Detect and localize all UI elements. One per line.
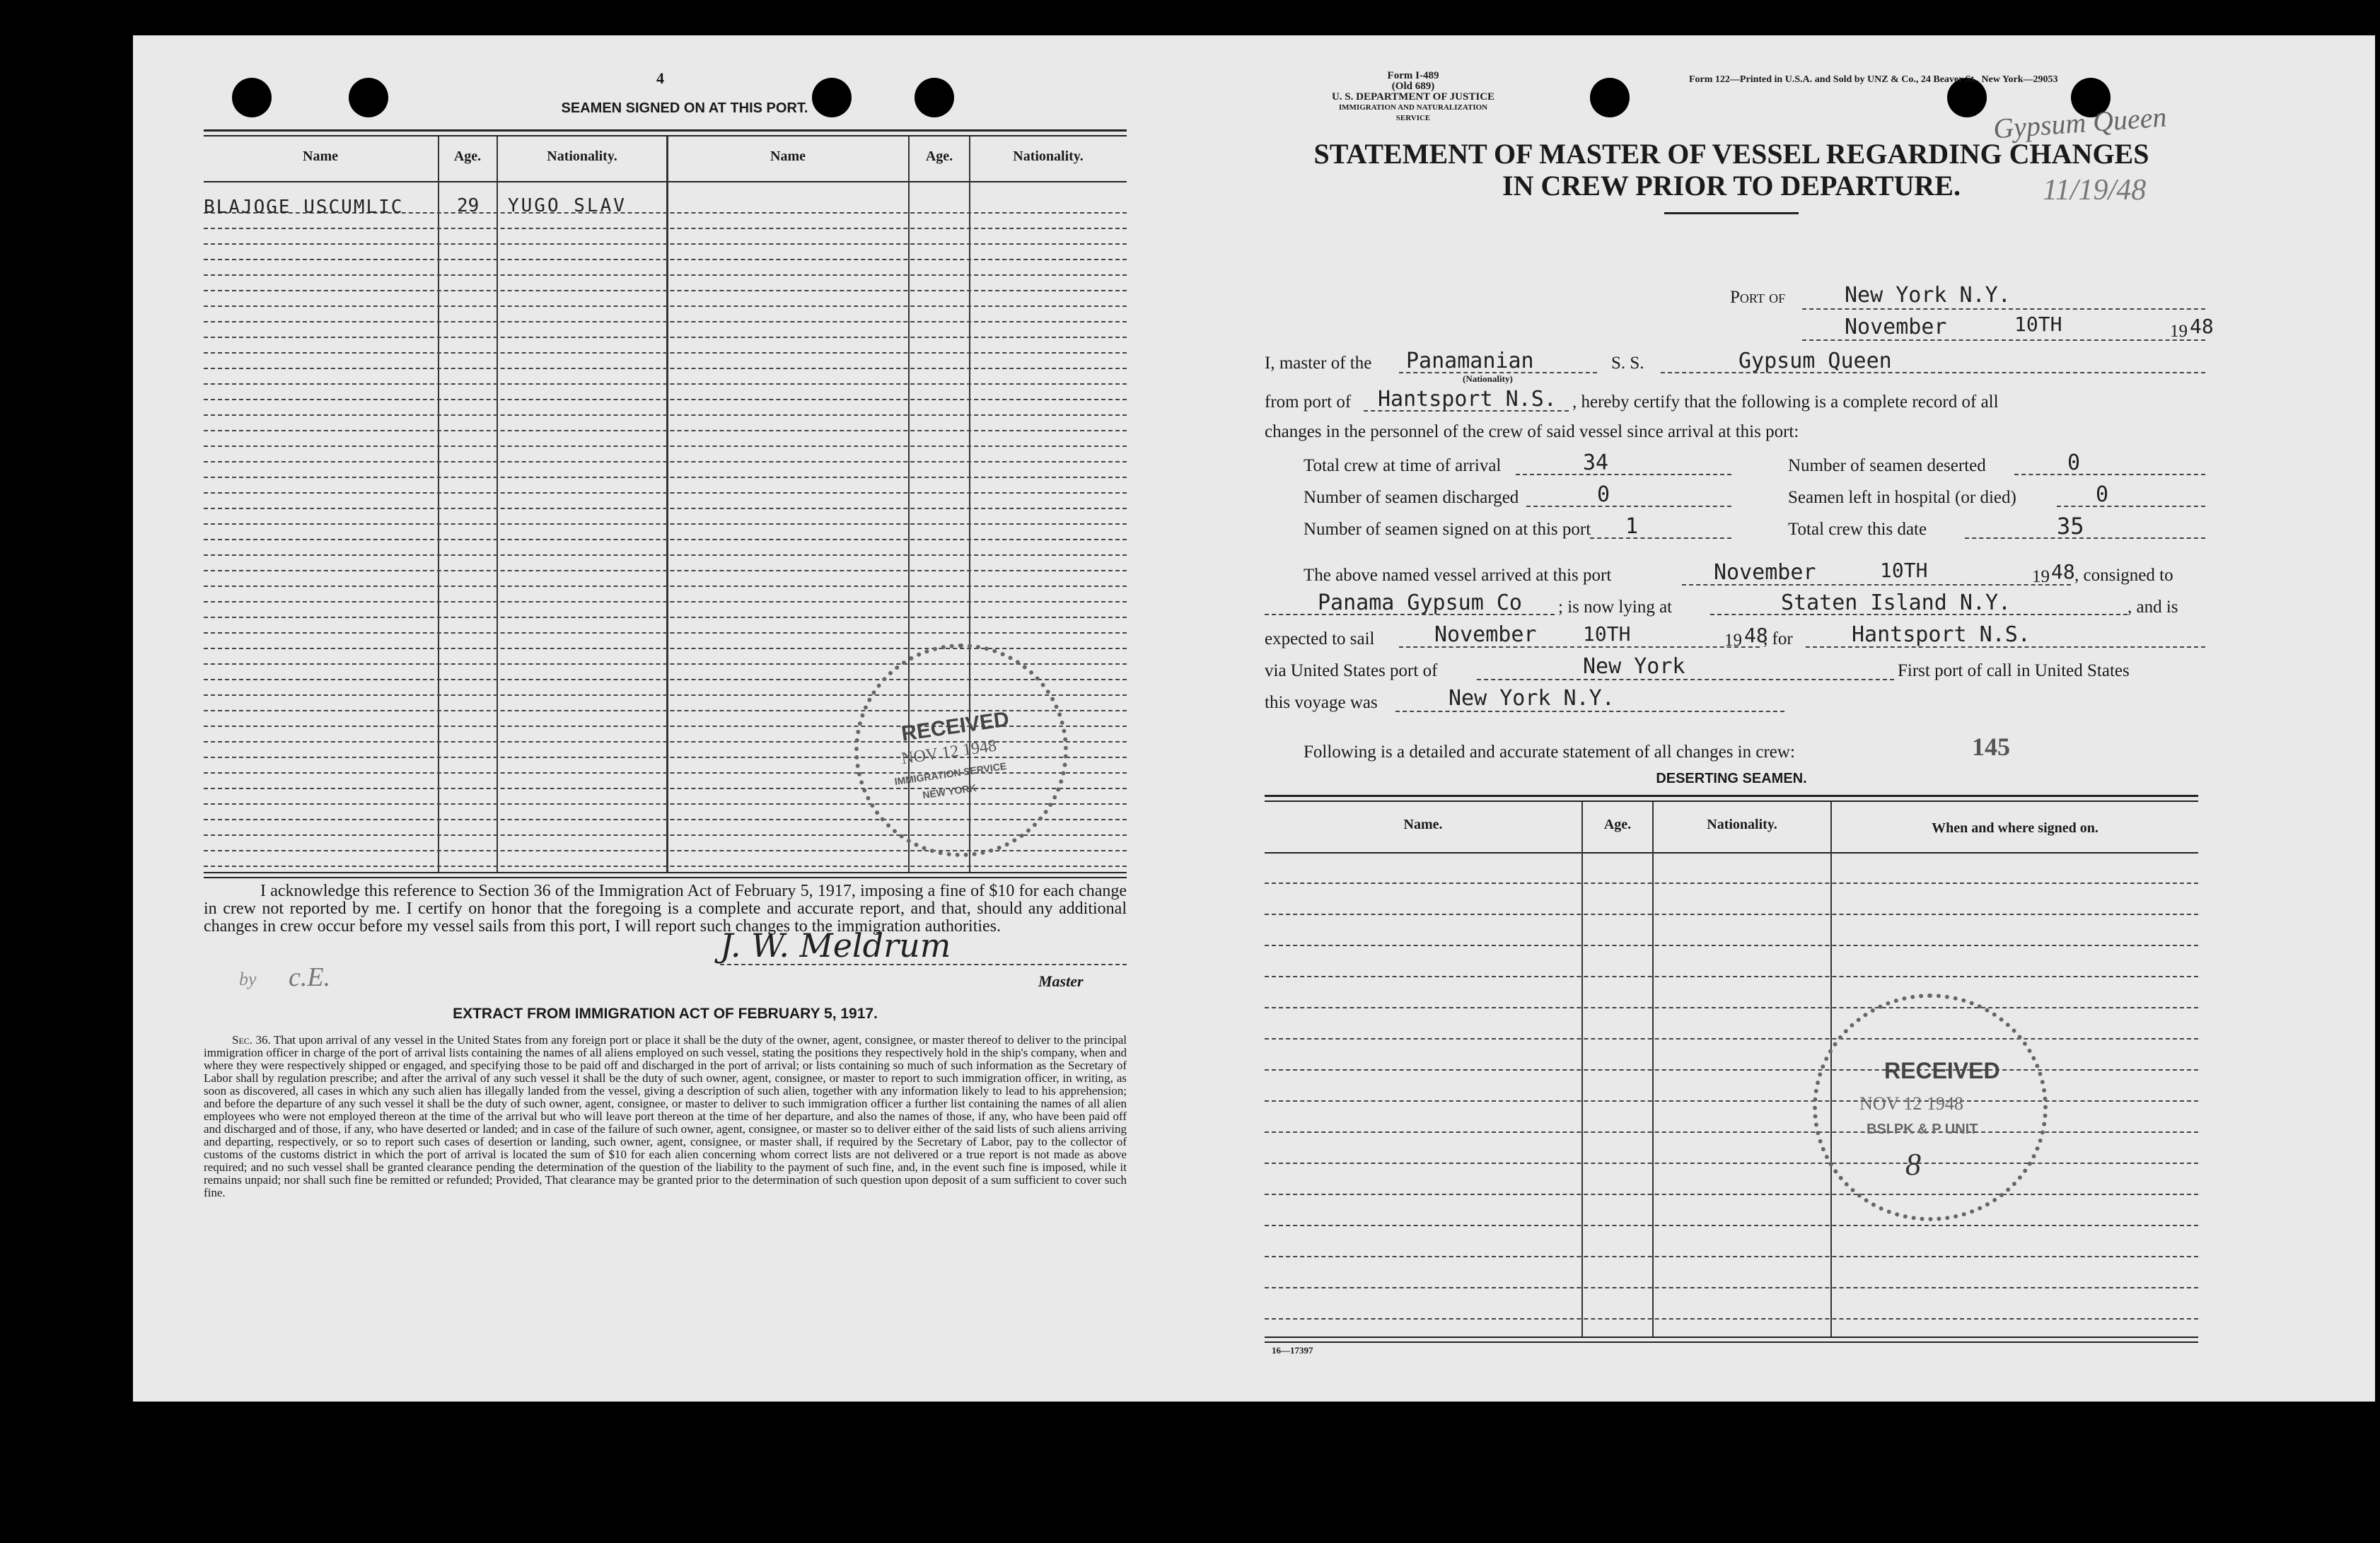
table-row-line <box>204 632 1127 634</box>
arrived-month: November <box>1714 560 1816 585</box>
date-line <box>1802 339 2205 341</box>
arrived-year-prefix: 19 <box>2032 567 2050 586</box>
port-line <box>1802 308 2205 310</box>
punch-hole <box>915 78 954 117</box>
stamp-number: 145 <box>1972 733 2010 761</box>
table-row-line <box>204 617 1127 618</box>
consignee-value: Panama Gypsum Co <box>1318 590 1522 615</box>
table-row-line <box>204 259 1127 260</box>
certify-text: , hereby certify that the following is a complete record of all <box>1572 392 1999 412</box>
expected-month: November <box>1434 622 1537 647</box>
for-value: Hantsport N.S. <box>1852 622 2031 647</box>
signed-on-line <box>1590 537 1731 539</box>
table-row-line <box>1265 1100 2198 1102</box>
table-row-line <box>204 383 1127 385</box>
table-row-line <box>204 866 1127 867</box>
ship-name-line <box>1661 372 2205 373</box>
this-voyage-line <box>1395 711 1784 712</box>
extract-text: Sec. 36. That upon arrival of any vessel in the United States from any foreign port or place it shall be the duty of the owner, agent, consignee, or master thereof to deliver to the principal immigration officer in charge of the port of arrival lists containing the names of all aliens employed on such vessel, stating the positions they respectively hold in the ship's company, when and where they were respectively shipped or engaged, and specifying those to be paid off and discharged in the port of arrival; or lists containing so much of such information as the Secretary of Labor shall by regulation prescribe; and after the arrival of any such vessel it shall be the duty of such owner, agent, consignee, or master to report to such immigration officer, in writing, as soon as discovered, all cases in which any such alien has illegally landed from the vessel, giving a description of such alien, together with any information likely to lead to his apprehension; and before the departure of any such vessel it shall be the duty of such owner, agent, consignee, or master to deliver to such immigration officer a further list containing the names of all alien employees who were not employed thereon at the time of the arrival but who will leave port thereon at the time of her departure, and also the names of those, if any, who have been paid off and discharged and of those, if any, who have deserted or landed; and in case of the failure of such owner, agent, consignee, or master so to deliver either of the said lists of such aliens arriving and departing, respectively, or so to report such cases of desertion or landing, such owner, agent, consignee, or master shall, if required by the Secretary of Labor, pay to the collector of customs of the customs district in which the port of arrival is located the sum of $10 for each alien concerning whom correct lists are not delivered or a true report is not made as above required; and no such vessel shall be granted clearance pending the determination of the question of the liability to the payment of such fine, and, in the event such fine is imposed, while it remains unpaid; nor shall such fine be remitted or refunded; Provided, That clearance may be granted prior to the determination of such question upon deposit of a sum sufficient to cover such fine. <box>204 1033 1127 1199</box>
table-row-line <box>204 337 1127 338</box>
hospital-value: 0 <box>2096 482 2109 507</box>
column-divider <box>497 136 498 872</box>
form-title: STATEMENT OF MASTER OF VESSEL REGARDING CHANGES IN CREW PRIOR TO DEPARTURE. <box>1313 138 2149 202</box>
following-label: Following is a detailed and accurate statement of all changes in crew: <box>1304 743 1795 762</box>
via-line <box>1477 679 1894 680</box>
total-crew-arrival-value: 34 <box>1583 450 1609 475</box>
first-call-label: First port of call in United States <box>1898 661 2130 680</box>
from-port-line <box>1364 410 1569 412</box>
col-age-header-2: Age. <box>925 149 953 164</box>
deserted-value: 0 <box>2067 450 2081 475</box>
date-year-prefix: 19 <box>2170 322 2188 341</box>
table-row-line <box>204 554 1127 556</box>
for-label: , for <box>1763 629 1793 648</box>
ship-name-value: Gypsum Queen <box>1738 349 1892 373</box>
col-nationality-header-2: Nationality. <box>1013 149 1084 164</box>
table-row-line <box>1265 1131 2198 1133</box>
desert-table-bottom <box>1265 1337 2198 1338</box>
table-row-line <box>204 539 1127 540</box>
table-row-line <box>204 368 1127 369</box>
table-row-line <box>204 274 1127 276</box>
col-age-header: Age. <box>453 149 482 164</box>
table-row-line <box>1265 1069 2198 1071</box>
col-nationality-header: Nationality. <box>547 149 617 164</box>
for-line <box>1806 646 2205 648</box>
lying-value: Staten Island N.Y. <box>1781 590 2012 615</box>
table-row-line <box>1265 1007 2198 1008</box>
via-value: New York <box>1583 654 1685 679</box>
desert-header-rule <box>1265 852 2198 854</box>
total-crew-arrival-label: Total crew at time of arrival <box>1304 456 1502 475</box>
table-row-line <box>204 492 1127 494</box>
lying-label: ; is now lying at <box>1558 598 1673 617</box>
table-row-line <box>1265 1287 2198 1288</box>
table-row-line <box>204 399 1127 400</box>
from-port-label: from port of <box>1265 392 1352 412</box>
consignee-line <box>1265 614 1555 615</box>
arrived-day: 10TH <box>1880 559 1928 582</box>
table-row-line <box>1265 1038 2198 1040</box>
signed-on-label: Number of seamen signed on at this port <box>1304 520 1591 539</box>
title-underline <box>1664 212 1799 214</box>
total-crew-date-value: 35 <box>2057 513 2084 540</box>
table-row-line <box>204 508 1127 509</box>
handwritten-date: 11/19/48 <box>2043 174 2147 206</box>
seaman-age: 29 <box>457 195 480 216</box>
arrived-year: 48 <box>2051 560 2075 583</box>
consigned-label: , consigned to <box>2074 566 2173 585</box>
hospital-line <box>2057 506 2205 507</box>
port-value: New York N.Y. <box>1845 283 2011 308</box>
acknowledgement-text: I acknowledge this reference to Section 36 of the Immigration Act of February 5, 1917, imposing a fine of $10 for each change in crew not reported by me. I certify on honor that the foregoing is a complete and accurate report, and that, should any additional changes in crew occur before my vessel sails from this port, I will report such changes to the immigration authorities. <box>204 882 1127 936</box>
table-row-line <box>1265 883 2198 884</box>
table-row-line <box>1265 1163 2198 1164</box>
ss-label: S. S. <box>1611 354 1644 373</box>
nationality-caption: (Nationality) <box>1463 373 1513 384</box>
handwritten-ship-name: Gypsum Queen <box>1992 100 2168 145</box>
initials: by <box>239 969 257 989</box>
seamen-signed-heading: SEAMEN SIGNED ON AT THIS PORT. <box>561 100 808 116</box>
table-row-line <box>204 243 1127 245</box>
table-row-line <box>1265 976 2198 977</box>
seaman-nationality: YUGO SLAV <box>508 195 627 216</box>
column-divider <box>438 136 439 872</box>
table-row-line <box>204 586 1127 587</box>
desert-col-signed-on: When and where signed on. <box>1932 820 2099 836</box>
deserted-line <box>2014 474 2205 475</box>
table-top-rule <box>204 135 1127 136</box>
document-paper <box>133 35 2375 1402</box>
signed-on-value: 1 <box>1625 514 1639 539</box>
table-row-line <box>1265 1194 2198 1195</box>
master-of-label: I, master of the <box>1265 354 1372 373</box>
changes-text: changes in the personnel of the crew of said vessel since arrival at this port: <box>1265 422 1799 441</box>
master-label: Master <box>1038 972 1084 990</box>
desert-col-nationality: Nationality. <box>1707 817 1777 832</box>
expected-day: 10TH <box>1583 622 1631 646</box>
desert-table-top <box>1265 800 2198 802</box>
hospital-label: Seamen left in hospital (or died) <box>1788 488 2016 507</box>
form-code: 16—17397 <box>1272 1345 1313 1356</box>
table-row-line <box>1265 1225 2198 1226</box>
punch-hole <box>232 78 272 117</box>
table-row-line <box>204 290 1127 291</box>
column-divider <box>666 136 668 872</box>
arrived-label: The above named vessel arrived at this port <box>1304 566 1612 585</box>
date-day: 10TH <box>2014 313 2062 336</box>
desert-col-name: Name. <box>1403 817 1443 832</box>
form-header: Form I-489 (Old 689) U. S. DEPARTMENT OF JUSTICE IMMIGRATION AND NATURALIZATION SERVICE <box>1331 70 1495 122</box>
initials-mark: c.E. <box>289 962 331 992</box>
this-voyage-value: New York N.Y. <box>1449 686 1615 711</box>
extract-heading: EXTRACT FROM IMMIGRATION ACT OF FEBRUARY 5, 1917. <box>453 1006 878 1022</box>
expected-line <box>1399 646 1760 648</box>
table-row-line <box>204 477 1127 478</box>
table-bottom-rule <box>204 877 1127 878</box>
this-voyage-label: this voyage was <box>1265 693 1378 712</box>
nationality-value: Panamanian <box>1406 349 1534 373</box>
table-header-rule <box>204 181 1127 182</box>
date-year: 48 <box>2190 315 2214 338</box>
table-row-line <box>204 570 1127 571</box>
table-row-line <box>204 461 1127 462</box>
deserted-label: Number of seamen deserted <box>1788 456 1986 475</box>
table-row-line <box>1265 945 2198 946</box>
and-is-label: , and is <box>2128 598 2178 617</box>
table-row-line <box>204 414 1127 416</box>
table-row-line <box>1265 1318 2198 1320</box>
signature-line <box>720 964 1127 965</box>
table-row-line <box>204 601 1127 602</box>
table-bottom-rule <box>204 872 1127 873</box>
table-row-line <box>204 430 1127 431</box>
punch-hole <box>1590 78 1630 117</box>
total-crew-arrival-line <box>1516 474 1731 475</box>
master-signature: J. W. Meldrum <box>720 926 951 965</box>
table-row-line <box>204 305 1127 307</box>
port-label: Port of <box>1730 288 1786 307</box>
from-port-value: Hantsport N.S. <box>1378 387 1557 412</box>
total-crew-date-label: Total crew this date <box>1788 520 1927 539</box>
table-row-line <box>1265 914 2198 915</box>
discharged-label: Number of seamen discharged <box>1304 488 1519 507</box>
col-name-header: Name <box>303 149 338 164</box>
seaman-name: BLAJOGE USCUMLIC <box>204 197 404 218</box>
table-row-line <box>204 321 1127 322</box>
arrived-line <box>1682 584 2071 586</box>
received-stamp: RECEIVED NOV 12 1948 BSI PK & P UNIT 8 <box>1813 994 2048 1221</box>
discharged-line <box>1526 506 1731 507</box>
table-row-line <box>204 446 1127 447</box>
table-row-line <box>204 523 1127 525</box>
lying-line <box>1710 614 2128 615</box>
col-name-header-2: Name <box>770 149 806 164</box>
desert-col-age: Age. <box>1603 817 1632 832</box>
page-number: 4 <box>656 69 664 87</box>
discharged-value: 0 <box>1597 482 1610 507</box>
deserting-heading: DESERTING SEAMEN. <box>1656 771 1807 786</box>
desert-table-bottom <box>1265 1341 2198 1343</box>
desert-table-top <box>1265 795 2198 797</box>
expected-year: 48 <box>1744 624 1768 647</box>
expected-year-prefix: 19 <box>1724 631 1742 650</box>
date-month: November <box>1845 315 1947 339</box>
table-row-line <box>204 352 1127 354</box>
total-crew-date-line <box>1965 537 2205 539</box>
received-stamp: RECEIVED NOV 12 1948 IMMIGRATION SERVICE NEW YORK <box>854 644 1068 857</box>
printer-line: Form 122—Printed in U.S.A. and Sold by UNZ & Co., 24 Beaver St., New York—29053 <box>1689 74 2058 85</box>
table-row-line <box>204 228 1127 229</box>
punch-hole <box>349 78 388 117</box>
table-top-rule <box>204 129 1127 132</box>
expected-label: expected to sail <box>1265 629 1375 648</box>
via-label: via United States port of <box>1265 661 1438 680</box>
table-row-line <box>1265 1256 2198 1257</box>
